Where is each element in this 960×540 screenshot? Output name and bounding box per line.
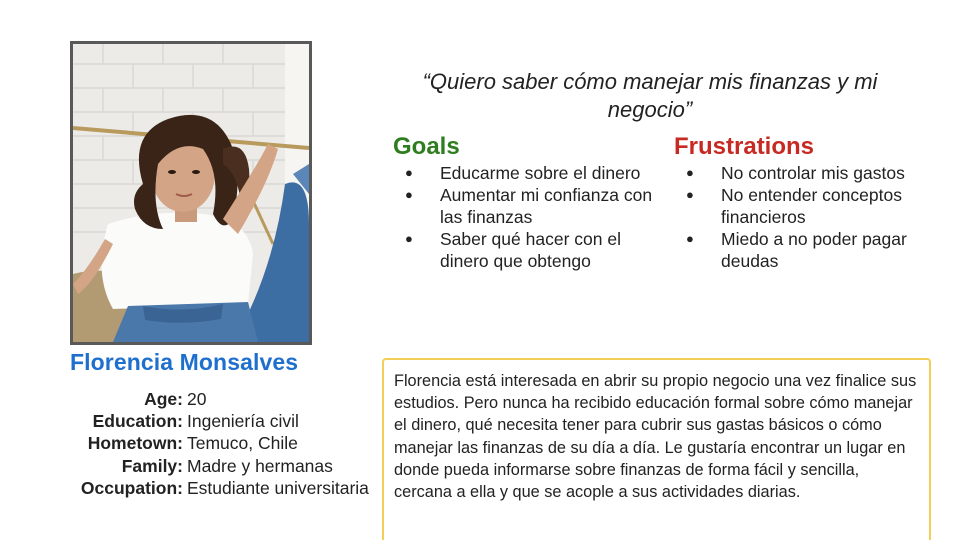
fact-value: Temuco, Chile [187,433,298,454]
fact-age [60,388,390,410]
persona-photo [70,41,312,345]
persona-facts [60,388,390,499]
fact-label: Education: [92,411,183,432]
goals-heading: Goals [393,133,460,160]
frustration-item: ● No controlar mis gastos [674,162,944,184]
fact-label: Age: [144,389,183,409]
frustration-item: ● No entender conceptos financieros [674,184,944,228]
fact-family [60,455,390,477]
persona-quote: “Quiero saber cómo manejar mis finanzas y mi negocio” [422,69,878,122]
fact-value: Madre y hermanas [187,455,333,476]
goal-item: ● Saber qué hacer con el dinero que obtengo [393,228,653,272]
frustrations-list [674,162,944,272]
fact-label: Family: [121,455,183,476]
goal-item: ● Aumentar mi confianza con las finanzas [393,184,653,228]
fact-label: Hometown: [87,433,183,454]
goal-item: ● Educarme sobre el dinero [393,162,653,184]
fact-value: Estudiante universitaria [187,477,369,498]
fact-occupation [60,477,390,499]
bio-box [382,358,931,540]
goals-list [393,162,653,272]
fact-hometown [60,432,390,454]
persona-name: Florencia Monsalves [70,349,299,375]
fact-label: Occupation: [80,477,183,498]
fact-education [60,410,390,432]
fact-value: Ingeniería civil [187,411,299,432]
fact-value: 20 [187,389,207,409]
frustrations-heading: Frustrations [674,133,815,160]
bio-text: Florencia está interesada en abrir su propio negocio una vez finalice sus estudios. Pero nunca ha recibido educación formal sobre cómo manejar el dinero, qué necesita tener para cubrir sus gastas básicos o cómo manejar las finanzas de su día a día. Le gustaría encontrar un lugar en donde pueda informarse sobre finanzas de forma fácil y sencilla, cercana a ella y que se acople a sus actividades diarias. [394,372,917,502]
persona-photo-illustration [73,44,309,342]
frustration-item: ● Miedo a no poder pagar deudas [674,228,944,272]
